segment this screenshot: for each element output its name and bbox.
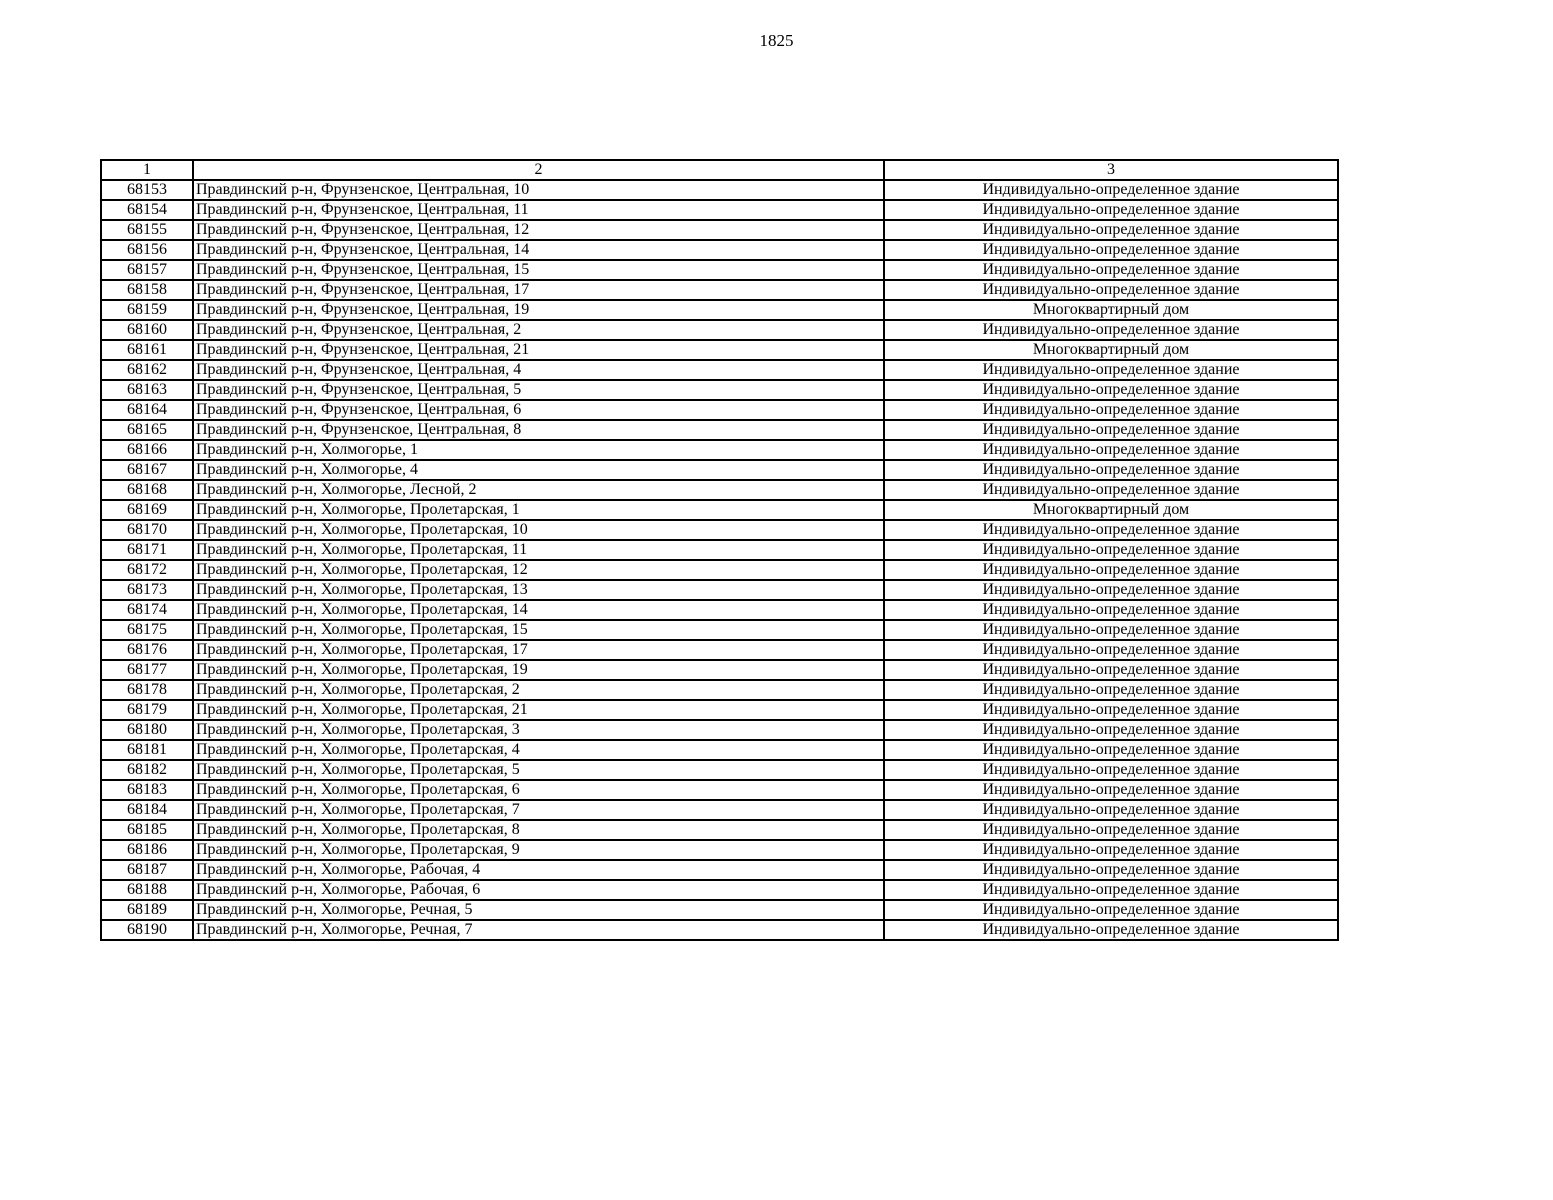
object-type-cell: Индивидуально-определенное здание bbox=[884, 260, 1338, 280]
object-type-cell: Индивидуально-определенное здание bbox=[884, 560, 1338, 580]
record-number-cell: 68165 bbox=[101, 420, 193, 440]
address-cell: Правдинский р-н, Холмогорье, Рабочая, 4 bbox=[193, 860, 884, 880]
address-cell: Правдинский р-н, Холмогорье, Пролетарская, 21 bbox=[193, 700, 884, 720]
table-row bbox=[101, 600, 1338, 620]
record-number-cell: 68159 bbox=[101, 300, 193, 320]
object-type-cell: Индивидуально-определенное здание bbox=[884, 820, 1338, 840]
address-cell: Правдинский р-н, Фрунзенское, Центральная, 10 bbox=[193, 180, 884, 200]
object-type-cell: Индивидуально-определенное здание bbox=[884, 740, 1338, 760]
column-header: 1 bbox=[101, 160, 193, 180]
address-cell: Правдинский р-н, Холмогорье, Пролетарская, 19 bbox=[193, 660, 884, 680]
record-number-cell: 68173 bbox=[101, 580, 193, 600]
record-number-cell: 68189 bbox=[101, 900, 193, 920]
table-row bbox=[101, 560, 1338, 580]
table-row bbox=[101, 500, 1338, 520]
object-type-cell: Индивидуально-определенное здание bbox=[884, 840, 1338, 860]
record-number-cell: 68183 bbox=[101, 780, 193, 800]
object-type-cell: Индивидуально-определенное здание bbox=[884, 900, 1338, 920]
table-row bbox=[101, 680, 1338, 700]
table-row bbox=[101, 860, 1338, 880]
record-number-cell: 68169 bbox=[101, 500, 193, 520]
table-row bbox=[101, 580, 1338, 600]
record-number-cell: 68161 bbox=[101, 340, 193, 360]
address-cell: Правдинский р-н, Холмогорье, Речная, 5 bbox=[193, 900, 884, 920]
address-cell: Правдинский р-н, Фрунзенское, Центральная, 6 bbox=[193, 400, 884, 420]
table-row bbox=[101, 480, 1338, 500]
table-row bbox=[101, 800, 1338, 820]
record-number-cell: 68184 bbox=[101, 800, 193, 820]
table-row bbox=[101, 700, 1338, 720]
table-row bbox=[101, 320, 1338, 340]
registry-table bbox=[100, 159, 1339, 941]
address-cell: Правдинский р-н, Холмогорье, 4 bbox=[193, 460, 884, 480]
address-cell: Правдинский р-н, Фрунзенское, Центральная, 15 bbox=[193, 260, 884, 280]
address-cell: Правдинский р-н, Холмогорье, Пролетарская, 15 bbox=[193, 620, 884, 640]
table-row bbox=[101, 780, 1338, 800]
record-number-cell: 68170 bbox=[101, 520, 193, 540]
object-type-cell: Индивидуально-определенное здание bbox=[884, 640, 1338, 660]
object-type-cell: Многоквартирный дом bbox=[884, 300, 1338, 320]
table-row bbox=[101, 840, 1338, 860]
address-cell: Правдинский р-н, Холмогорье, Рабочая, 6 bbox=[193, 880, 884, 900]
record-number-cell: 68157 bbox=[101, 260, 193, 280]
record-number-cell: 68158 bbox=[101, 280, 193, 300]
record-number-cell: 68164 bbox=[101, 400, 193, 420]
address-cell: Правдинский р-н, Холмогорье, Пролетарская, 7 bbox=[193, 800, 884, 820]
object-type-cell: Индивидуально-определенное здание bbox=[884, 240, 1338, 260]
record-number-cell: 68160 bbox=[101, 320, 193, 340]
table-row bbox=[101, 660, 1338, 680]
object-type-cell: Индивидуально-определенное здание bbox=[884, 700, 1338, 720]
address-cell: Правдинский р-н, Фрунзенское, Центральная, 4 bbox=[193, 360, 884, 380]
record-number-cell: 68188 bbox=[101, 880, 193, 900]
address-cell: Правдинский р-н, Фрунзенское, Центральная, 17 bbox=[193, 280, 884, 300]
table-row bbox=[101, 400, 1338, 420]
column-header: 2 bbox=[193, 160, 884, 180]
address-cell: Правдинский р-н, Холмогорье, Пролетарская, 3 bbox=[193, 720, 884, 740]
record-number-cell: 68168 bbox=[101, 480, 193, 500]
record-number-cell: 68172 bbox=[101, 560, 193, 580]
address-cell: Правдинский р-н, Фрунзенское, Центральная, 19 bbox=[193, 300, 884, 320]
record-number-cell: 68167 bbox=[101, 460, 193, 480]
object-type-cell: Индивидуально-определенное здание bbox=[884, 180, 1338, 200]
object-type-cell: Индивидуально-определенное здание bbox=[884, 400, 1338, 420]
address-cell: Правдинский р-н, Фрунзенское, Центральная, 12 bbox=[193, 220, 884, 240]
object-type-cell: Индивидуально-определенное здание bbox=[884, 860, 1338, 880]
object-type-cell: Индивидуально-определенное здание bbox=[884, 420, 1338, 440]
record-number-cell: 68178 bbox=[101, 680, 193, 700]
object-type-cell: Индивидуально-определенное здание bbox=[884, 280, 1338, 300]
record-number-cell: 68190 bbox=[101, 920, 193, 940]
address-cell: Правдинский р-н, Холмогорье, Пролетарская, 11 bbox=[193, 540, 884, 560]
address-cell: Правдинский р-н, Холмогорье, Пролетарская, 14 bbox=[193, 600, 884, 620]
record-number-cell: 68162 bbox=[101, 360, 193, 380]
object-type-cell: Индивидуально-определенное здание bbox=[884, 380, 1338, 400]
table-row bbox=[101, 820, 1338, 840]
table-row bbox=[101, 440, 1338, 460]
address-cell: Правдинский р-н, Холмогорье, Пролетарская, 12 bbox=[193, 560, 884, 580]
record-number-cell: 68181 bbox=[101, 740, 193, 760]
table-row bbox=[101, 180, 1338, 200]
object-type-cell: Индивидуально-определенное здание bbox=[884, 920, 1338, 940]
page-number: 1825 bbox=[759, 31, 794, 50]
address-cell: Правдинский р-н, Холмогорье, Пролетарская, 9 bbox=[193, 840, 884, 860]
column-header: 3 bbox=[884, 160, 1338, 180]
record-number-cell: 68153 bbox=[101, 180, 193, 200]
object-type-cell: Индивидуально-определенное здание bbox=[884, 200, 1338, 220]
object-type-cell: Индивидуально-определенное здание bbox=[884, 460, 1338, 480]
table-row bbox=[101, 260, 1338, 280]
object-type-cell: Индивидуально-определенное здание bbox=[884, 600, 1338, 620]
record-number-cell: 68155 bbox=[101, 220, 193, 240]
table-row bbox=[101, 540, 1338, 560]
address-cell: Правдинский р-н, Холмогорье, Пролетарская, 8 bbox=[193, 820, 884, 840]
table-row bbox=[101, 360, 1338, 380]
address-cell: Правдинский р-н, Фрунзенское, Центральная, 14 bbox=[193, 240, 884, 260]
table-row bbox=[101, 760, 1338, 780]
record-number-cell: 68177 bbox=[101, 660, 193, 680]
object-type-cell: Индивидуально-определенное здание bbox=[884, 780, 1338, 800]
address-cell: Правдинский р-н, Холмогорье, Пролетарская, 17 bbox=[193, 640, 884, 660]
object-type-cell: Индивидуально-определенное здание bbox=[884, 540, 1338, 560]
record-number-cell: 68166 bbox=[101, 440, 193, 460]
address-cell: Правдинский р-н, Холмогорье, 1 bbox=[193, 440, 884, 460]
record-number-cell: 68156 bbox=[101, 240, 193, 260]
address-cell: Правдинский р-н, Фрунзенское, Центральная, 21 bbox=[193, 340, 884, 360]
table-row bbox=[101, 520, 1338, 540]
record-number-cell: 68180 bbox=[101, 720, 193, 740]
table-row bbox=[101, 380, 1338, 400]
object-type-cell: Индивидуально-определенное здание bbox=[884, 880, 1338, 900]
table-row bbox=[101, 640, 1338, 660]
table-body bbox=[101, 160, 1338, 940]
table-row bbox=[101, 280, 1338, 300]
object-type-cell: Индивидуально-определенное здание bbox=[884, 520, 1338, 540]
table-row bbox=[101, 900, 1338, 920]
table-header-row bbox=[101, 160, 1338, 180]
table-row bbox=[101, 740, 1338, 760]
address-cell: Правдинский р-н, Холмогорье, Пролетарская, 6 bbox=[193, 780, 884, 800]
address-cell: Правдинский р-н, Холмогорье, Пролетарская, 5 bbox=[193, 760, 884, 780]
table-row bbox=[101, 720, 1338, 740]
record-number-cell: 68179 bbox=[101, 700, 193, 720]
record-number-cell: 68186 bbox=[101, 840, 193, 860]
record-number-cell: 68176 bbox=[101, 640, 193, 660]
address-cell: Правдинский р-н, Холмогорье, Пролетарская, 2 bbox=[193, 680, 884, 700]
table-row bbox=[101, 240, 1338, 260]
address-cell: Правдинский р-н, Фрунзенское, Центральная, 8 bbox=[193, 420, 884, 440]
object-type-cell: Индивидуально-определенное здание bbox=[884, 440, 1338, 460]
object-type-cell: Индивидуально-определенное здание bbox=[884, 480, 1338, 500]
object-type-cell: Индивидуально-определенное здание bbox=[884, 620, 1338, 640]
record-number-cell: 68182 bbox=[101, 760, 193, 780]
address-cell: Правдинский р-н, Холмогорье, Речная, 7 bbox=[193, 920, 884, 940]
record-number-cell: 68171 bbox=[101, 540, 193, 560]
object-type-cell: Индивидуально-определенное здание bbox=[884, 660, 1338, 680]
address-cell: Правдинский р-н, Фрунзенское, Центральная, 2 bbox=[193, 320, 884, 340]
object-type-cell: Индивидуально-определенное здание bbox=[884, 720, 1338, 740]
table-row bbox=[101, 920, 1338, 940]
object-type-cell: Индивидуально-определенное здание bbox=[884, 320, 1338, 340]
table-row bbox=[101, 620, 1338, 640]
object-type-cell: Индивидуально-определенное здание bbox=[884, 800, 1338, 820]
address-cell: Правдинский р-н, Холмогорье, Лесной, 2 bbox=[193, 480, 884, 500]
object-type-cell: Индивидуально-определенное здание bbox=[884, 760, 1338, 780]
object-type-cell: Многоквартирный дом bbox=[884, 340, 1338, 360]
table-row bbox=[101, 300, 1338, 320]
object-type-cell: Индивидуально-определенное здание bbox=[884, 360, 1338, 380]
table-row bbox=[101, 200, 1338, 220]
record-number-cell: 68175 bbox=[101, 620, 193, 640]
record-number-cell: 68174 bbox=[101, 600, 193, 620]
record-number-cell: 68154 bbox=[101, 200, 193, 220]
object-type-cell: Индивидуально-определенное здание bbox=[884, 680, 1338, 700]
record-number-cell: 68187 bbox=[101, 860, 193, 880]
address-cell: Правдинский р-н, Холмогорье, Пролетарская, 4 bbox=[193, 740, 884, 760]
object-type-cell: Индивидуально-определенное здание bbox=[884, 220, 1338, 240]
table-row bbox=[101, 340, 1338, 360]
address-cell: Правдинский р-н, Фрунзенское, Центральная, 5 bbox=[193, 380, 884, 400]
record-number-cell: 68163 bbox=[101, 380, 193, 400]
table-row bbox=[101, 420, 1338, 440]
table-row bbox=[101, 460, 1338, 480]
address-cell: Правдинский р-н, Холмогорье, Пролетарская, 13 bbox=[193, 580, 884, 600]
address-cell: Правдинский р-н, Холмогорье, Пролетарская, 1 bbox=[193, 500, 884, 520]
table-row bbox=[101, 220, 1338, 240]
table-row bbox=[101, 880, 1338, 900]
object-type-cell: Индивидуально-определенное здание bbox=[884, 580, 1338, 600]
object-type-cell: Многоквартирный дом bbox=[884, 500, 1338, 520]
record-number-cell: 68185 bbox=[101, 820, 193, 840]
address-cell: Правдинский р-н, Фрунзенское, Центральная, 11 bbox=[193, 200, 884, 220]
address-cell: Правдинский р-н, Холмогорье, Пролетарская, 10 bbox=[193, 520, 884, 540]
